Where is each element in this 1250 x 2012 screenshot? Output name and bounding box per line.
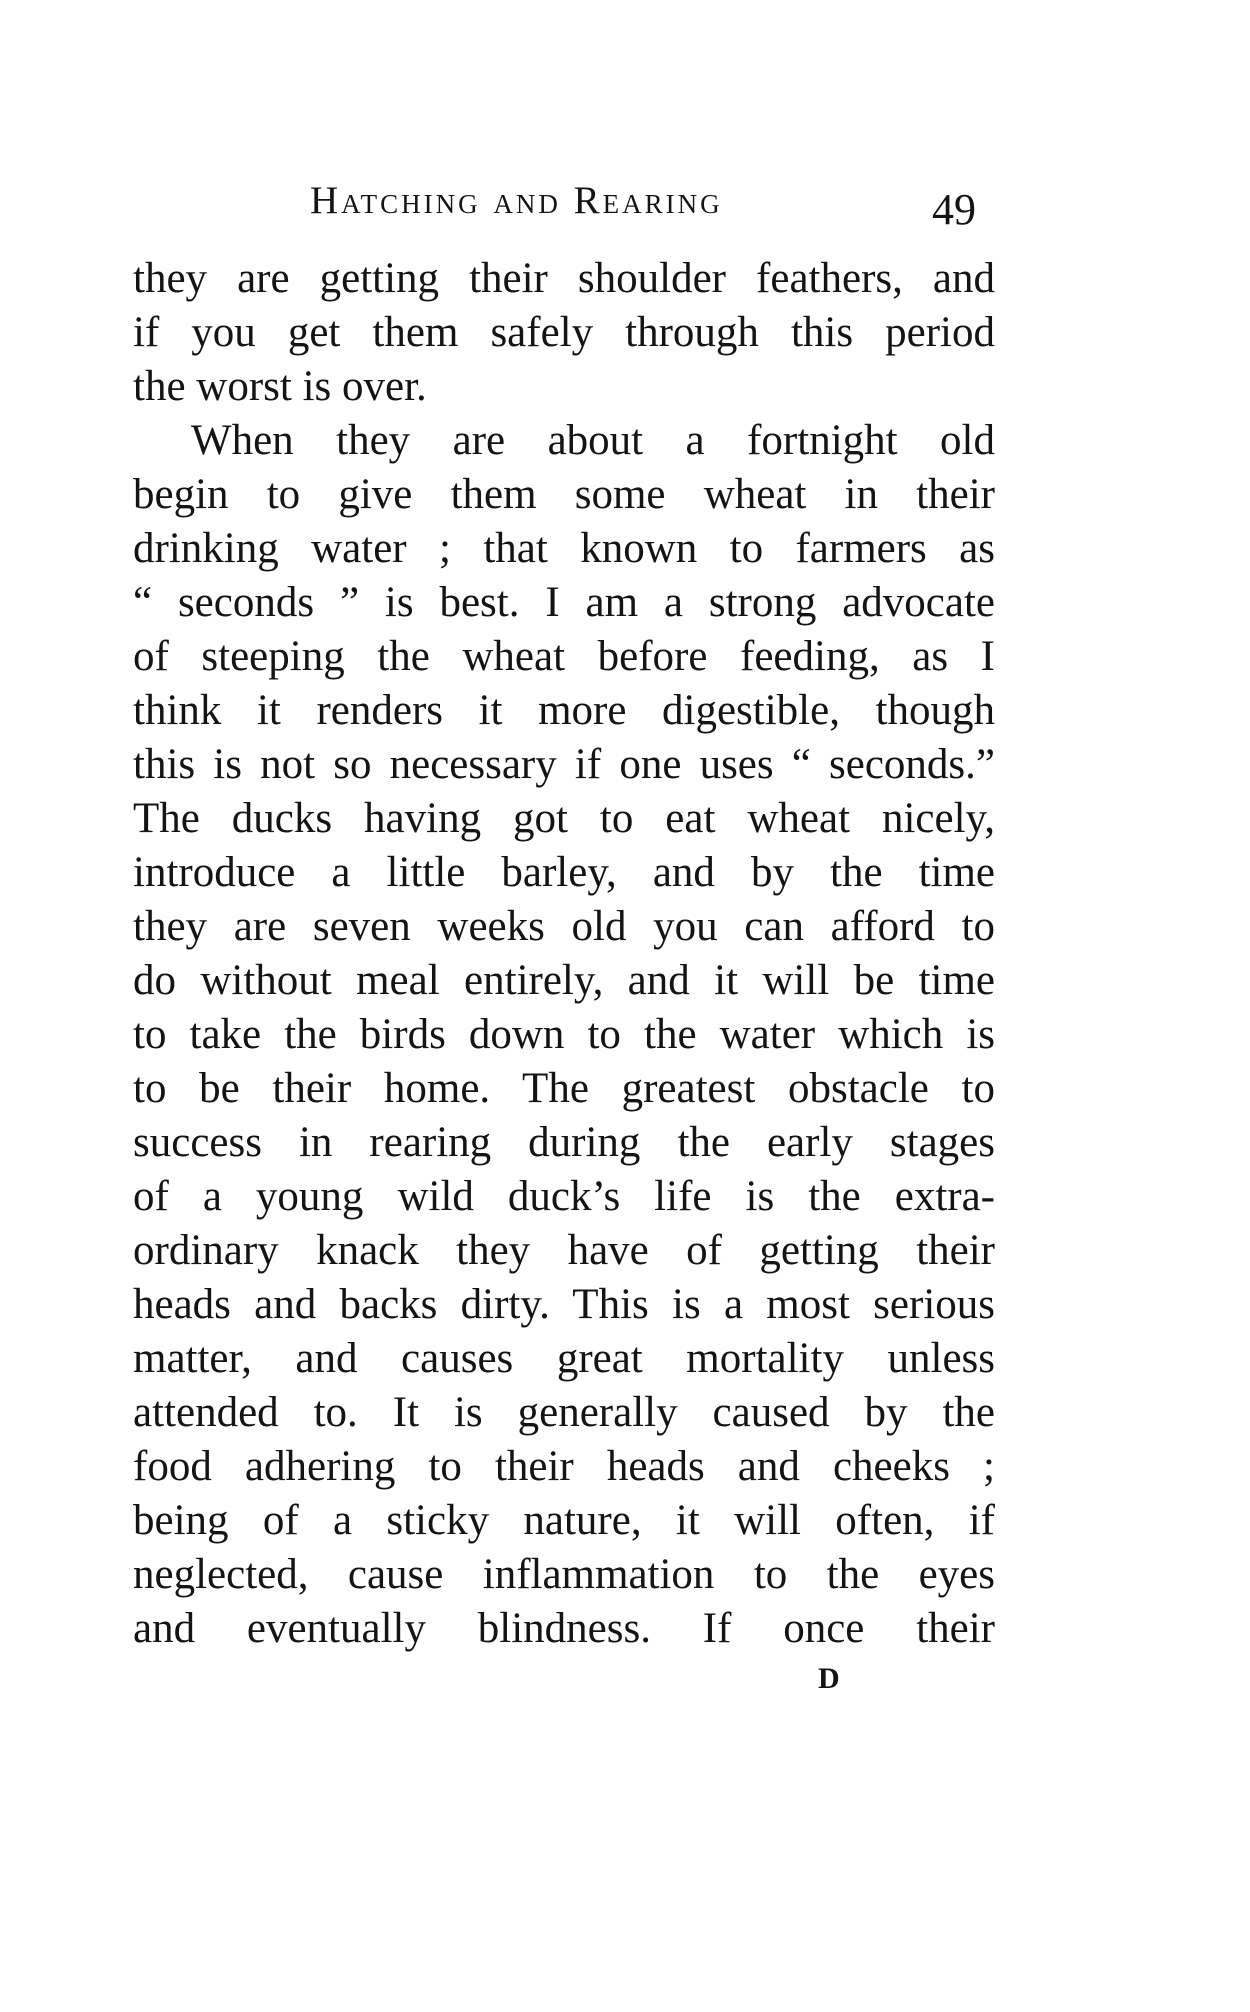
text-line: The ducks having got to eat wheat nicely, [133, 795, 995, 842]
text-line: neglected, cause inflammation to the eyes [133, 1551, 995, 1598]
text-line: drinking water ; that known to farmers as [133, 525, 995, 572]
text-line: food adhering to their heads and cheeks ; [133, 1443, 995, 1490]
text-line: they are getting their shoulder feathers, and [133, 255, 995, 302]
text-line: begin to give them some wheat in their [133, 471, 995, 518]
text-line: to be their home. The greatest obstacle to [133, 1065, 995, 1112]
text-line: introduce a little barley, and by the time [133, 849, 995, 896]
text-line: being of a sticky nature, it will often, if [133, 1497, 995, 1544]
text-line: think it renders it more digestible, though [133, 687, 995, 734]
text-line: the worst is over. [133, 363, 427, 410]
text-line: do without meal entirely, and it will be time [133, 957, 995, 1004]
text-line: to take the birds down to the water which is [133, 1011, 995, 1058]
text-line: When they are about a fortnight old [191, 417, 995, 464]
text-line: heads and backs dirty. This is a most serious [133, 1281, 995, 1328]
text-line: attended to. It is generally caused by the [133, 1389, 995, 1436]
text-line: “ seconds ” is best. I am a strong advocate [133, 579, 995, 626]
text-line: ordinary knack they have of getting their [133, 1227, 995, 1274]
signature-mark: D [818, 1662, 841, 1695]
text-line: matter, and causes great mortality unless [133, 1335, 995, 1382]
text-line: they are seven weeks old you can afford to [133, 903, 995, 950]
page-number: 49 [932, 185, 976, 234]
text-line: of a young wild duck’s life is the extra- [133, 1173, 995, 1220]
body-text [133, 252, 995, 1656]
text-line: of steeping the wheat before feeding, as I [133, 633, 995, 680]
text-line: and eventually blindness. If once their [133, 1605, 995, 1652]
text-line: if you get them safely through this period [133, 309, 995, 356]
text-line: this is not so necessary if one uses “ seconds.” [133, 741, 995, 788]
text-line: success in rearing during the early stages [133, 1119, 995, 1166]
running-title: Hatching and Rearing [310, 179, 723, 222]
